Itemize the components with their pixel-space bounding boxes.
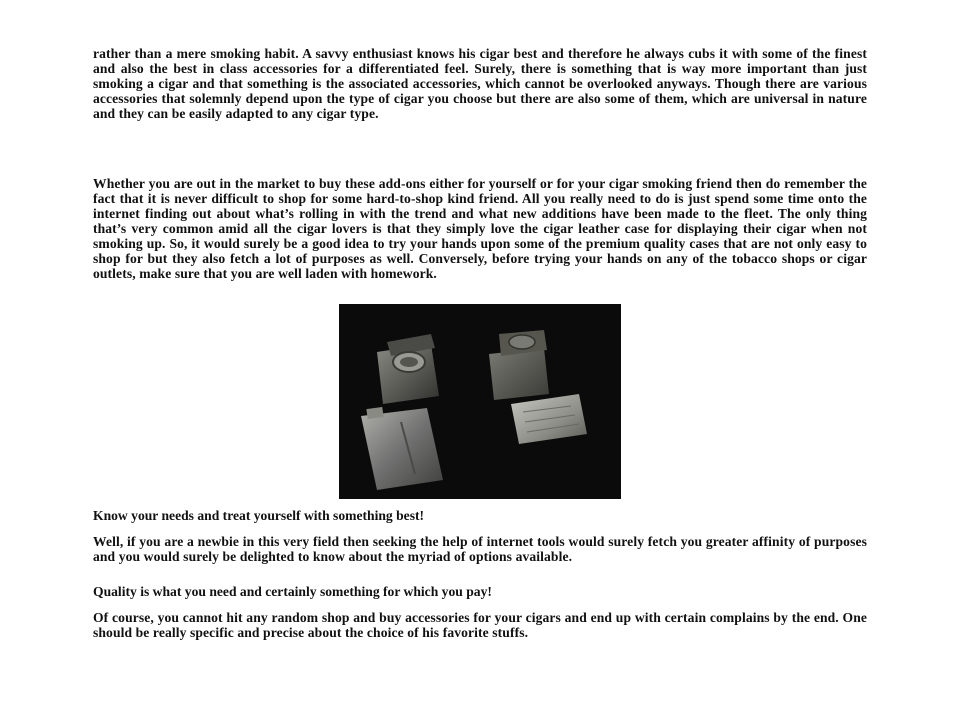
section-heading-needs: Know your needs and treat yourself with something best! — [93, 508, 425, 523]
paragraph-intro: rather than a mere smoking habit. A savvy enthusiast knows his cigar best and therefore he always cubs it with some of the finest and also the best in class accessories for a differentiated feel. Surely, there is something that is way more important than just smoking a cigar and that something is the associated accessories, which cannot be overlooked anyways. Though there are various accessories that solemnly depend upon the type of cigar you choose but there are also some of them, which are universal in nature and they can be easily adapted to any cigar type. — [93, 46, 867, 121]
section-heading-quality: Quality is what you need and certainly something for which you pay! — [93, 584, 492, 599]
accessories-illustration — [339, 304, 621, 499]
accessories-photo — [339, 304, 621, 499]
paragraph-newbie: Well, if you are a newbie in this very field then seeking the help of internet tools would surely fetch you greater affinity of purposes and you would surely be delighted to know about the myriad of options available. — [93, 534, 867, 564]
paragraph-market: Whether you are out in the market to buy these add-ons either for yourself or for your cigar smoking friend then do remember the fact that it is never difficult to shop for some hard-to-shop kind friend. All you really need to do is just spend some time onto the internet finding out about what’s rolling in with the trend and what new additions have been made to the fleet. The only thing that’s very common amid all the cigar lovers is that they simply love the cigar leather case for displaying their cigar when not smoking up. So, it would surely be a good idea to try your hands upon some of the premium quality cases that are not only easy to shop for but they also fetch a lot of purposes as well. Conversely, before trying your hands on any of the tobacco shops or cigar outlets, make sure that you are well laden with homework. — [93, 176, 867, 281]
paragraph-specific: Of course, you cannot hit any random shop and buy accessories for your cigars and end up with certain complains by the end. One should be really specific and precise about the choice of his favorite stuffs. — [93, 610, 867, 640]
